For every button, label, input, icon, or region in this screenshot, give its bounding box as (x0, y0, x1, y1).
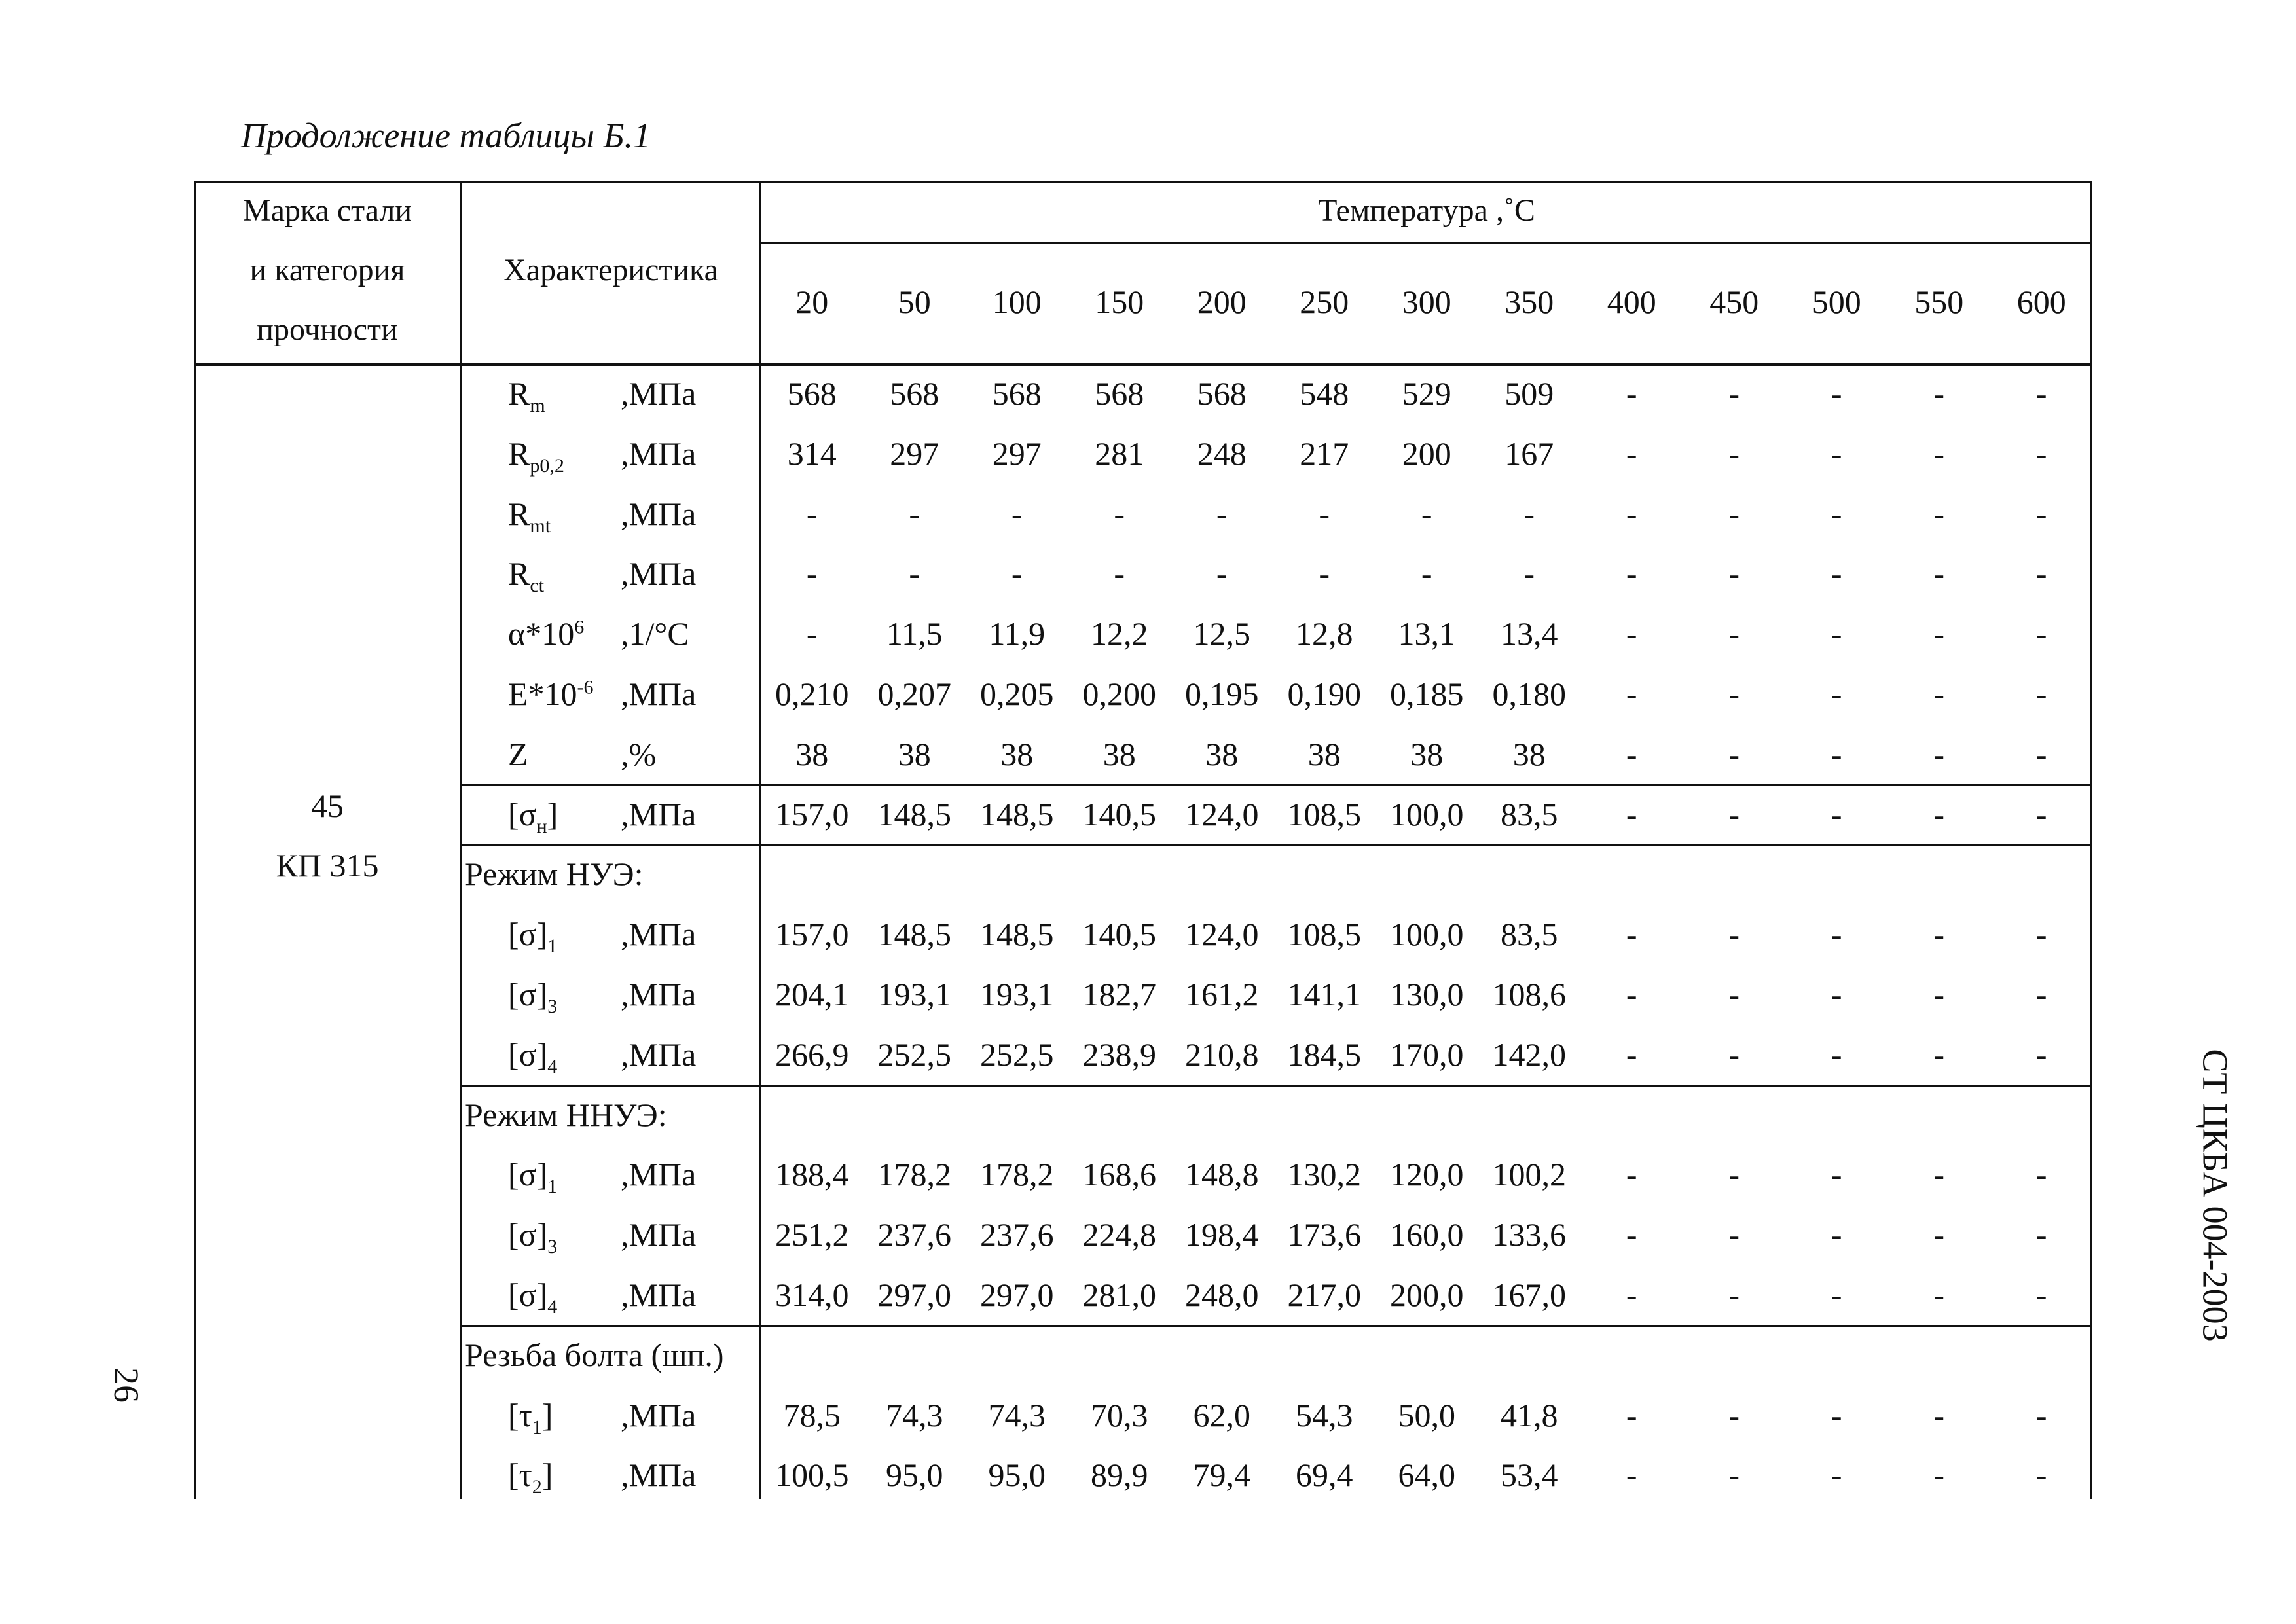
characteristic-label (508, 965, 757, 1024)
value-cell: 38 (1512, 735, 1546, 772)
value-cell: 224,8 (1082, 1216, 1156, 1254)
grade-header (194, 181, 461, 359)
value-cell: - (1933, 555, 1945, 592)
value-cell: - (1011, 555, 1023, 592)
value-cell: 148,8 (1185, 1156, 1259, 1193)
value-cell: 120,0 (1390, 1156, 1464, 1193)
value-cell: 167 (1504, 435, 1554, 472)
value-cell: - (1523, 555, 1535, 592)
value-cell: 78,5 (783, 1396, 841, 1434)
section-heading: Резьба болта (шп.) (465, 1336, 724, 1373)
characteristic-unit: ,МПа (621, 676, 697, 712)
value-cell: 54,3 (1296, 1396, 1353, 1434)
value-cell: - (1216, 495, 1228, 532)
characteristic-label (508, 1145, 757, 1204)
characteristic-symbol: $R_{mt}$ (508, 495, 551, 537)
characteristic-unit: ,МПа (621, 1276, 697, 1313)
value-cell: - (1933, 1396, 1945, 1434)
characteristic-symbol: $[\sigma]_4$ (508, 1276, 558, 1318)
value-cell: - (1626, 676, 1637, 712)
value-cell: 124,0 (1185, 916, 1259, 953)
value-cell: 297 (890, 435, 939, 472)
characteristic-label (508, 1445, 757, 1505)
value-cell: 248 (1197, 435, 1247, 472)
characteristic-symbol: $R_m$ (508, 375, 545, 416)
value-cell: 217,0 (1287, 1276, 1361, 1313)
grade-header-line: и категория (249, 253, 405, 287)
value-cell: - (1933, 1216, 1945, 1254)
value-cell: - (806, 615, 818, 653)
value-cell: - (2035, 676, 2047, 712)
characteristic-label (508, 1205, 757, 1265)
value-cell: - (1831, 795, 1842, 833)
value-cell: 281,0 (1082, 1276, 1156, 1313)
value-cell: 314,0 (775, 1276, 849, 1313)
value-cell: 0,180 (1492, 676, 1566, 712)
value-cell: - (1933, 676, 1945, 712)
value-cell: 210,8 (1185, 1036, 1259, 1073)
section-heading: Режим НУЭ: (465, 856, 644, 893)
value-cell: 38 (795, 735, 829, 772)
characteristic-unit: ,МПа (621, 1216, 697, 1254)
characteristic-unit: ,МПа (621, 795, 697, 833)
value-cell: 74,3 (988, 1396, 1046, 1434)
value-cell: - (909, 495, 920, 532)
value-cell: - (2035, 795, 2047, 833)
value-cell: - (1831, 1396, 1842, 1434)
value-cell: 130,2 (1287, 1156, 1361, 1193)
characteristic-symbol: $E*10^{-6}$ (508, 676, 594, 712)
value-cell: - (2035, 1036, 2047, 1073)
value-cell: - (806, 495, 818, 532)
temperature-column-header: 250 (1300, 283, 1349, 320)
value-cell: - (2035, 1156, 2047, 1193)
value-cell: - (1831, 555, 1842, 592)
value-cell: - (1831, 1036, 1842, 1073)
characteristic-label (508, 905, 757, 964)
value-cell: - (1728, 1396, 1740, 1434)
value-cell: 0,210 (775, 676, 849, 712)
value-cell: 12,5 (1193, 615, 1250, 653)
characteristic-label (508, 484, 757, 544)
value-cell: 188,4 (775, 1156, 849, 1193)
value-cell: 141,1 (1287, 976, 1361, 1013)
value-cell: - (1728, 495, 1740, 532)
value-cell: 281 (1095, 435, 1144, 472)
value-cell: - (1831, 1276, 1842, 1313)
value-cell: - (806, 555, 818, 592)
value-cell: - (1626, 435, 1637, 472)
value-cell: - (1831, 1156, 1842, 1193)
characteristic-unit: ,МПа (621, 375, 697, 412)
value-cell: 11,9 (989, 615, 1046, 653)
value-cell: - (1728, 435, 1740, 472)
value-cell: - (1114, 555, 1125, 592)
value-cell: 568 (1095, 375, 1144, 412)
value-cell: 148,5 (877, 916, 951, 953)
value-cell: 133,6 (1492, 1216, 1566, 1254)
value-cell: 251,2 (775, 1216, 849, 1254)
value-cell: - (1728, 615, 1740, 653)
table-caption: Продолжение таблицы Б.1 (241, 116, 651, 155)
characteristic-unit: ,% (621, 735, 657, 772)
value-cell: 83,5 (1501, 795, 1558, 833)
value-cell: 568 (1197, 375, 1247, 412)
value-cell: 64,0 (1398, 1456, 1455, 1494)
value-cell: 193,1 (980, 976, 1054, 1013)
value-cell: 89,9 (1091, 1456, 1148, 1494)
characteristic-unit: ,МПа (621, 1156, 697, 1193)
section-divider (461, 1325, 2092, 1327)
characteristic-unit: ,1/°C (621, 615, 689, 653)
value-cell: 148,5 (877, 795, 951, 833)
value-cell: - (1626, 735, 1637, 772)
characteristic-symbol: $\alpha*10^6$ (508, 615, 585, 653)
value-cell: - (1831, 1216, 1842, 1254)
value-cell: - (1421, 555, 1432, 592)
value-cell: - (2035, 735, 2047, 772)
document-id: СТ ЦКБА 004-2003 (2195, 1049, 2235, 1342)
value-cell: - (1831, 735, 1842, 772)
value-cell: 70,3 (1091, 1396, 1148, 1434)
value-cell: 568 (787, 375, 837, 412)
value-cell: - (2035, 615, 2047, 653)
characteristic-unit: ,МПа (621, 1396, 697, 1434)
value-cell: 12,2 (1091, 615, 1148, 653)
value-cell: - (2035, 976, 2047, 1013)
value-cell: - (2035, 1276, 2047, 1313)
table-right-border (2090, 181, 2092, 1499)
value-cell: 0,195 (1185, 676, 1259, 712)
value-cell: 13,1 (1398, 615, 1455, 653)
value-cell: - (1831, 615, 1842, 653)
value-cell: 62,0 (1193, 1396, 1250, 1434)
characteristic-label (508, 725, 757, 784)
value-cell: - (1831, 435, 1842, 472)
value-cell: 100,5 (775, 1456, 849, 1494)
value-cell: - (1114, 495, 1125, 532)
value-cell: 79,4 (1193, 1456, 1250, 1494)
value-cell: 198,4 (1185, 1216, 1259, 1254)
section-divider (461, 784, 2092, 786)
value-cell: 0,207 (877, 676, 951, 712)
value-cell: - (1728, 1456, 1740, 1494)
value-cell: - (1933, 795, 1945, 833)
value-cell: 53,4 (1501, 1456, 1558, 1494)
value-cell: 100,0 (1390, 916, 1464, 953)
value-cell: 124,0 (1185, 795, 1259, 833)
value-cell: 95,0 (886, 1456, 943, 1494)
value-cell: - (2035, 375, 2047, 412)
value-cell: - (1011, 495, 1023, 532)
value-cell: 38 (898, 735, 931, 772)
value-cell: 0,200 (1082, 676, 1156, 712)
characteristic-symbol: $[\sigma]_1$ (508, 1156, 558, 1198)
value-cell: 204,1 (775, 976, 849, 1013)
temperature-header: Температура ,˚С (1318, 193, 1535, 228)
characteristic-label (508, 785, 757, 844)
characteristic-unit: ,МПа (621, 495, 697, 532)
characteristic-label (508, 1265, 757, 1325)
value-cell: - (1933, 916, 1945, 953)
temperature-column-header: 450 (1709, 283, 1759, 320)
value-cell: - (1626, 1276, 1637, 1313)
value-cell: - (2035, 495, 2047, 532)
value-cell: - (1933, 1456, 1945, 1494)
value-cell: 200 (1402, 435, 1451, 472)
characteristic-label (508, 1386, 757, 1445)
value-cell: - (1626, 375, 1637, 412)
grade-header-line: Марка стали (242, 193, 412, 228)
characteristic-unit: ,МПа (621, 1036, 697, 1073)
value-cell: 568 (992, 375, 1042, 412)
value-cell: - (1626, 1036, 1637, 1073)
value-cell: 548 (1300, 375, 1349, 412)
value-cell: 100,2 (1492, 1156, 1566, 1193)
value-cell: - (1933, 1156, 1945, 1193)
value-cell: - (1626, 1396, 1637, 1434)
value-cell: - (909, 555, 920, 592)
value-cell: - (1523, 495, 1535, 532)
value-cell: 160,0 (1390, 1216, 1464, 1254)
value-cell: 0,190 (1287, 676, 1361, 712)
value-cell: - (1216, 555, 1228, 592)
value-cell: 252,5 (877, 1036, 951, 1073)
value-cell: 178,2 (980, 1156, 1054, 1193)
characteristic-symbol: $R_{p0,2}$ (508, 435, 564, 477)
page-number: 26 (107, 1367, 146, 1403)
value-cell: 11,5 (886, 615, 943, 653)
grade-column-divider (460, 181, 462, 1499)
value-cell: 100,0 (1390, 795, 1464, 833)
characteristic-unit: ,МПа (621, 555, 697, 592)
value-cell: 297,0 (877, 1276, 951, 1313)
value-cell: 130,0 (1390, 976, 1464, 1013)
value-cell: 529 (1402, 375, 1451, 412)
section-divider (461, 1085, 2092, 1087)
characteristic-symbol: $[\tau_2]$ (508, 1456, 553, 1498)
value-cell: 140,5 (1082, 795, 1156, 833)
value-cell: - (1728, 795, 1740, 833)
value-cell: - (1626, 976, 1637, 1013)
value-cell: - (1626, 795, 1637, 833)
value-cell: 167,0 (1492, 1276, 1566, 1313)
value-cell: 13,4 (1501, 615, 1558, 653)
value-cell: - (1728, 976, 1740, 1013)
characteristic-unit: ,МПа (621, 435, 697, 472)
characteristic-unit: ,МПа (621, 1456, 697, 1494)
value-cell: 69,4 (1296, 1456, 1353, 1494)
value-cell: 41,8 (1501, 1396, 1558, 1434)
section-divider (461, 844, 2092, 846)
value-cell: - (1933, 1036, 1945, 1073)
value-cell: 252,5 (980, 1036, 1054, 1073)
value-cell: 38 (1102, 735, 1136, 772)
value-cell: 12,8 (1296, 615, 1353, 653)
value-cell: - (1626, 1156, 1637, 1193)
value-cell: - (1728, 1276, 1740, 1313)
value-cell: 217 (1300, 435, 1349, 472)
value-cell: - (1626, 555, 1637, 592)
temperature-column-header: 350 (1504, 283, 1554, 320)
value-cell: 170,0 (1390, 1036, 1464, 1073)
value-cell: 148,5 (980, 916, 1054, 953)
value-cell: 148,5 (980, 795, 1054, 833)
characteristic-symbol: $[\sigma]_3$ (508, 976, 558, 1017)
characteristic-label (508, 544, 757, 604)
table-top-border (194, 181, 2092, 183)
steel-grade (194, 776, 461, 895)
characteristic-label (508, 604, 757, 664)
value-cell: - (1933, 495, 1945, 532)
value-cell: - (1728, 916, 1740, 953)
value-cell: - (2035, 916, 2047, 953)
steel-grade-line: 45 (311, 787, 344, 824)
value-cell: - (2035, 435, 2047, 472)
value-cell: - (1626, 615, 1637, 653)
value-cell: - (1831, 916, 1842, 953)
value-cell: 38 (1205, 735, 1239, 772)
value-cell: 200,0 (1390, 1276, 1464, 1313)
value-cell: 237,6 (980, 1216, 1054, 1254)
temperature-column-header: 550 (1914, 283, 1964, 320)
value-cell: 266,9 (775, 1036, 849, 1073)
characteristic-symbol: $[\sigma_н]$ (508, 795, 558, 837)
temperature-column-header: 100 (992, 283, 1042, 320)
value-cell: - (1831, 676, 1842, 712)
characteristic-header: Характеристика (503, 253, 718, 287)
value-cell: 173,6 (1287, 1216, 1361, 1254)
value-cell: 297 (992, 435, 1042, 472)
value-cell: - (1728, 1036, 1740, 1073)
header-bottom-border (194, 363, 2092, 366)
value-cell: - (2035, 1456, 2047, 1494)
characteristic-column-divider (759, 181, 761, 1499)
temperature-column-header: 150 (1095, 283, 1144, 320)
temperature-column-header: 400 (1607, 283, 1656, 320)
characteristic-symbol: $[\sigma]_3$ (508, 1216, 558, 1258)
value-cell: 238,9 (1082, 1036, 1156, 1073)
value-cell: - (2035, 1216, 2047, 1254)
value-cell: - (1831, 495, 1842, 532)
grade-header-line: прочности (257, 312, 398, 347)
value-cell: 38 (1307, 735, 1341, 772)
value-cell: 38 (1000, 735, 1034, 772)
value-cell: - (1831, 1456, 1842, 1494)
characteristic-label (508, 664, 757, 724)
value-cell: - (1319, 495, 1330, 532)
characteristic-label (508, 1025, 757, 1085)
characteristic-unit: ,МПа (621, 916, 697, 953)
value-cell: - (1626, 916, 1637, 953)
value-cell: - (1831, 375, 1842, 412)
characteristic-symbol: Z (508, 735, 528, 772)
value-cell: 168,6 (1082, 1156, 1156, 1193)
value-cell: - (1933, 615, 1945, 653)
value-cell: - (1728, 1216, 1740, 1254)
value-cell: - (2035, 1396, 2047, 1434)
value-cell: 509 (1504, 375, 1554, 412)
value-cell: 161,2 (1185, 976, 1259, 1013)
value-cell: 74,3 (886, 1396, 943, 1434)
steel-grade-line: КП 315 (276, 847, 379, 884)
temperature-header-divider (761, 242, 2092, 244)
value-cell: - (1933, 375, 1945, 412)
value-cell: - (1728, 1156, 1740, 1193)
value-cell: 0,185 (1390, 676, 1464, 712)
temperature-column-header: 200 (1197, 283, 1247, 320)
characteristic-symbol: $[\sigma]_1$ (508, 916, 558, 958)
temperature-column-header: 500 (1812, 283, 1861, 320)
value-cell: 568 (890, 375, 939, 412)
value-cell: 0,205 (980, 676, 1054, 712)
data-table (194, 181, 2092, 1499)
value-cell: 142,0 (1492, 1036, 1566, 1073)
table-left-border (194, 181, 196, 1499)
value-cell: - (1421, 495, 1432, 532)
value-cell: 38 (1410, 735, 1444, 772)
value-cell: - (1626, 1456, 1637, 1494)
section-heading: Режим ННУЭ: (465, 1096, 667, 1133)
characteristic-symbol: $[\sigma]_4$ (508, 1036, 558, 1077)
temperature-column-header: 50 (898, 283, 931, 320)
characteristic-symbol: $[\tau_1]$ (508, 1396, 553, 1438)
value-cell: 108,5 (1287, 916, 1361, 953)
value-cell: 157,0 (775, 916, 849, 953)
value-cell: - (1831, 976, 1842, 1013)
value-cell: - (1933, 435, 1945, 472)
value-cell: 178,2 (877, 1156, 951, 1193)
characteristic-symbol: $R_{ct}$ (508, 555, 545, 597)
value-cell: 50,0 (1398, 1396, 1455, 1434)
value-cell: - (1933, 735, 1945, 772)
value-cell: - (1933, 1276, 1945, 1313)
value-cell: - (1319, 555, 1330, 592)
value-cell: - (1728, 676, 1740, 712)
value-cell: - (1728, 375, 1740, 412)
temperature-column-header: 300 (1402, 283, 1451, 320)
value-cell: 140,5 (1082, 916, 1156, 953)
value-cell: 237,6 (877, 1216, 951, 1254)
value-cell: - (1626, 495, 1637, 532)
value-cell: - (1626, 1216, 1637, 1254)
value-cell: 108,6 (1492, 976, 1566, 1013)
characteristic-label (508, 424, 757, 484)
characteristic-label (508, 364, 757, 424)
value-cell: 184,5 (1287, 1036, 1361, 1073)
value-cell: - (1728, 555, 1740, 592)
temperature-column-header: 20 (795, 283, 829, 320)
value-cell: 248,0 (1185, 1276, 1259, 1313)
value-cell: 157,0 (775, 795, 849, 833)
value-cell: 95,0 (988, 1456, 1046, 1494)
value-cell: - (2035, 555, 2047, 592)
temperature-column-header: 600 (2016, 283, 2066, 320)
value-cell: 83,5 (1501, 916, 1558, 953)
value-cell: 108,5 (1287, 795, 1361, 833)
value-cell: 193,1 (877, 976, 951, 1013)
value-cell: 297,0 (980, 1276, 1054, 1313)
value-cell: 182,7 (1082, 976, 1156, 1013)
value-cell: - (1933, 976, 1945, 1013)
value-cell: - (1728, 735, 1740, 772)
characteristic-unit: ,МПа (621, 976, 697, 1013)
value-cell: 314 (787, 435, 837, 472)
